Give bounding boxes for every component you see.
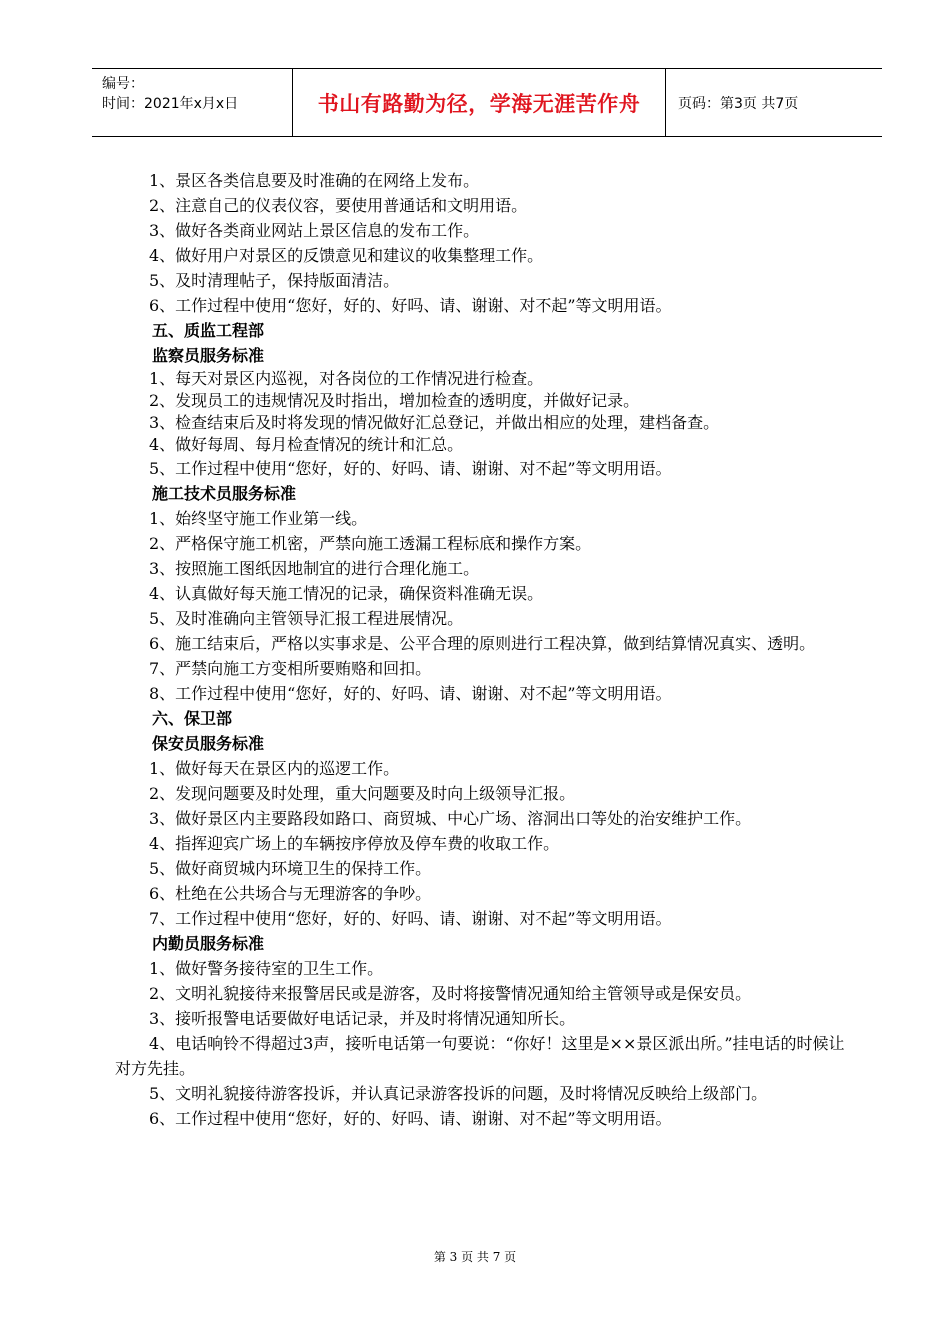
- paragraph: 7、严禁向施工方变相所要贿赂和回扣。: [149, 659, 432, 678]
- paragraph: 2、注意自己的仪表仪容，要使用普通话和文明用语。: [149, 196, 528, 215]
- document-body: [115, 168, 860, 1131]
- header-motto-cell: [293, 69, 666, 136]
- paragraph: 2、发现员工的违规情况及时指出，增加检查的透明度，并做好记录。: [149, 391, 640, 410]
- section-heading: 六、保卫部: [152, 709, 233, 728]
- document-time-label: 时间：2021年x月x日: [102, 96, 239, 112]
- document-number-label: 编号：: [102, 76, 144, 92]
- paragraph: 4、认真做好每天施工情况的记录，确保资料准确无误。: [149, 584, 544, 603]
- paragraph: 5、文明礼貌接待游客投诉，并认真记录游客投诉的问题，及时将情况反映给上级部门。: [149, 1084, 768, 1103]
- paragraph: 1、做好警务接待室的卫生工作。: [149, 959, 384, 978]
- paragraph: 4、电话响铃不得超过3声，接听电话第一句要说：“你好！这里是××景区派出所。”挂电话的时候让对方先挂。: [115, 1034, 845, 1078]
- header-motto: 书山有路勤为径，学海无涯苦作舟: [317, 91, 641, 116]
- paragraph: 5、工作过程中使用“您好，好的、好吗、请、谢谢、对不起”等文明用语。: [149, 459, 672, 478]
- subsection-heading: 内勤员服务标准: [152, 934, 265, 953]
- paragraph: 6、工作过程中使用“您好，好的、好吗、请、谢谢、对不起”等文明用语。: [149, 296, 672, 315]
- paragraph: 6、施工结束后，严格以实事求是、公平合理的原则进行工程决算，做到结算情况真实、透明。: [149, 634, 816, 653]
- paragraph: 3、做好各类商业网站上景区信息的发布工作。: [149, 221, 480, 240]
- paragraph: 1、做好每天在景区内的巡逻工作。: [149, 759, 400, 778]
- paragraph: 7、工作过程中使用“您好，好的、好吗、请、谢谢、对不起”等文明用语。: [149, 909, 672, 928]
- paragraph: 1、始终坚守施工作业第一线。: [149, 509, 368, 528]
- paragraph: 1、每天对景区内巡视，对各岗位的工作情况进行检查。: [149, 369, 544, 388]
- paragraph: 6、杜绝在公共场合与无理游客的争吵。: [149, 884, 432, 903]
- paragraph: 3、接听报警电话要做好电话记录，并及时将情况通知所长。: [149, 1009, 576, 1028]
- paragraph: 2、发现问题要及时处理，重大问题要及时向上级领导汇报。: [149, 784, 576, 803]
- subsection-heading: 保安员服务标准: [152, 734, 265, 753]
- paragraph: 2、文明礼貌接待来报警居民或是游客，及时将接警情况通知给主管领导或是保安员。: [149, 984, 752, 1003]
- section-heading: 五、质监工程部: [152, 321, 265, 340]
- page-header: [92, 68, 882, 137]
- subsection-heading: 监察员服务标准: [152, 346, 265, 365]
- paragraph: 2、严格保守施工机密，严禁向施工透漏工程标底和操作方案。: [149, 534, 592, 553]
- paragraph: 3、做好景区内主要路段如路口、商贸城、中心广场、溶洞出口等处的治安维护工作。: [149, 809, 752, 828]
- header-page-cell: [666, 69, 882, 136]
- header-page-label: 页码：第3页 共7页: [678, 95, 799, 112]
- page-footer: 第 3 页 共 7 页: [433, 1250, 517, 1264]
- paragraph: 6、工作过程中使用“您好，好的、好吗、请、谢谢、对不起”等文明用语。: [149, 1109, 672, 1128]
- paragraph: 5、及时清理帖子，保持版面清洁。: [149, 271, 400, 290]
- paragraph: 3、检查结束后及时将发现的情况做好汇总登记，并做出相应的处理，建档备查。: [149, 413, 720, 432]
- paragraph: 5、及时准确向主管领导汇报工程进展情况。: [149, 609, 464, 628]
- paragraph: 4、做好每周、每月检查情况的统计和汇总。: [149, 435, 464, 454]
- paragraph: 1、景区各类信息要及时准确的在网络上发布。: [149, 171, 480, 190]
- paragraph: 4、指挥迎宾广场上的车辆按序停放及停车费的收取工作。: [149, 834, 560, 853]
- header-meta: [92, 69, 293, 136]
- paragraph: 5、做好商贸城内环境卫生的保持工作。: [149, 859, 432, 878]
- paragraph: 8、工作过程中使用“您好，好的、好吗、请、谢谢、对不起”等文明用语。: [149, 684, 672, 703]
- subsection-heading: 施工技术员服务标准: [152, 484, 297, 503]
- paragraph: 3、按照施工图纸因地制宜的进行合理化施工。: [149, 559, 480, 578]
- paragraph: 4、做好用户对景区的反馈意见和建议的收集整理工作。: [149, 246, 544, 265]
